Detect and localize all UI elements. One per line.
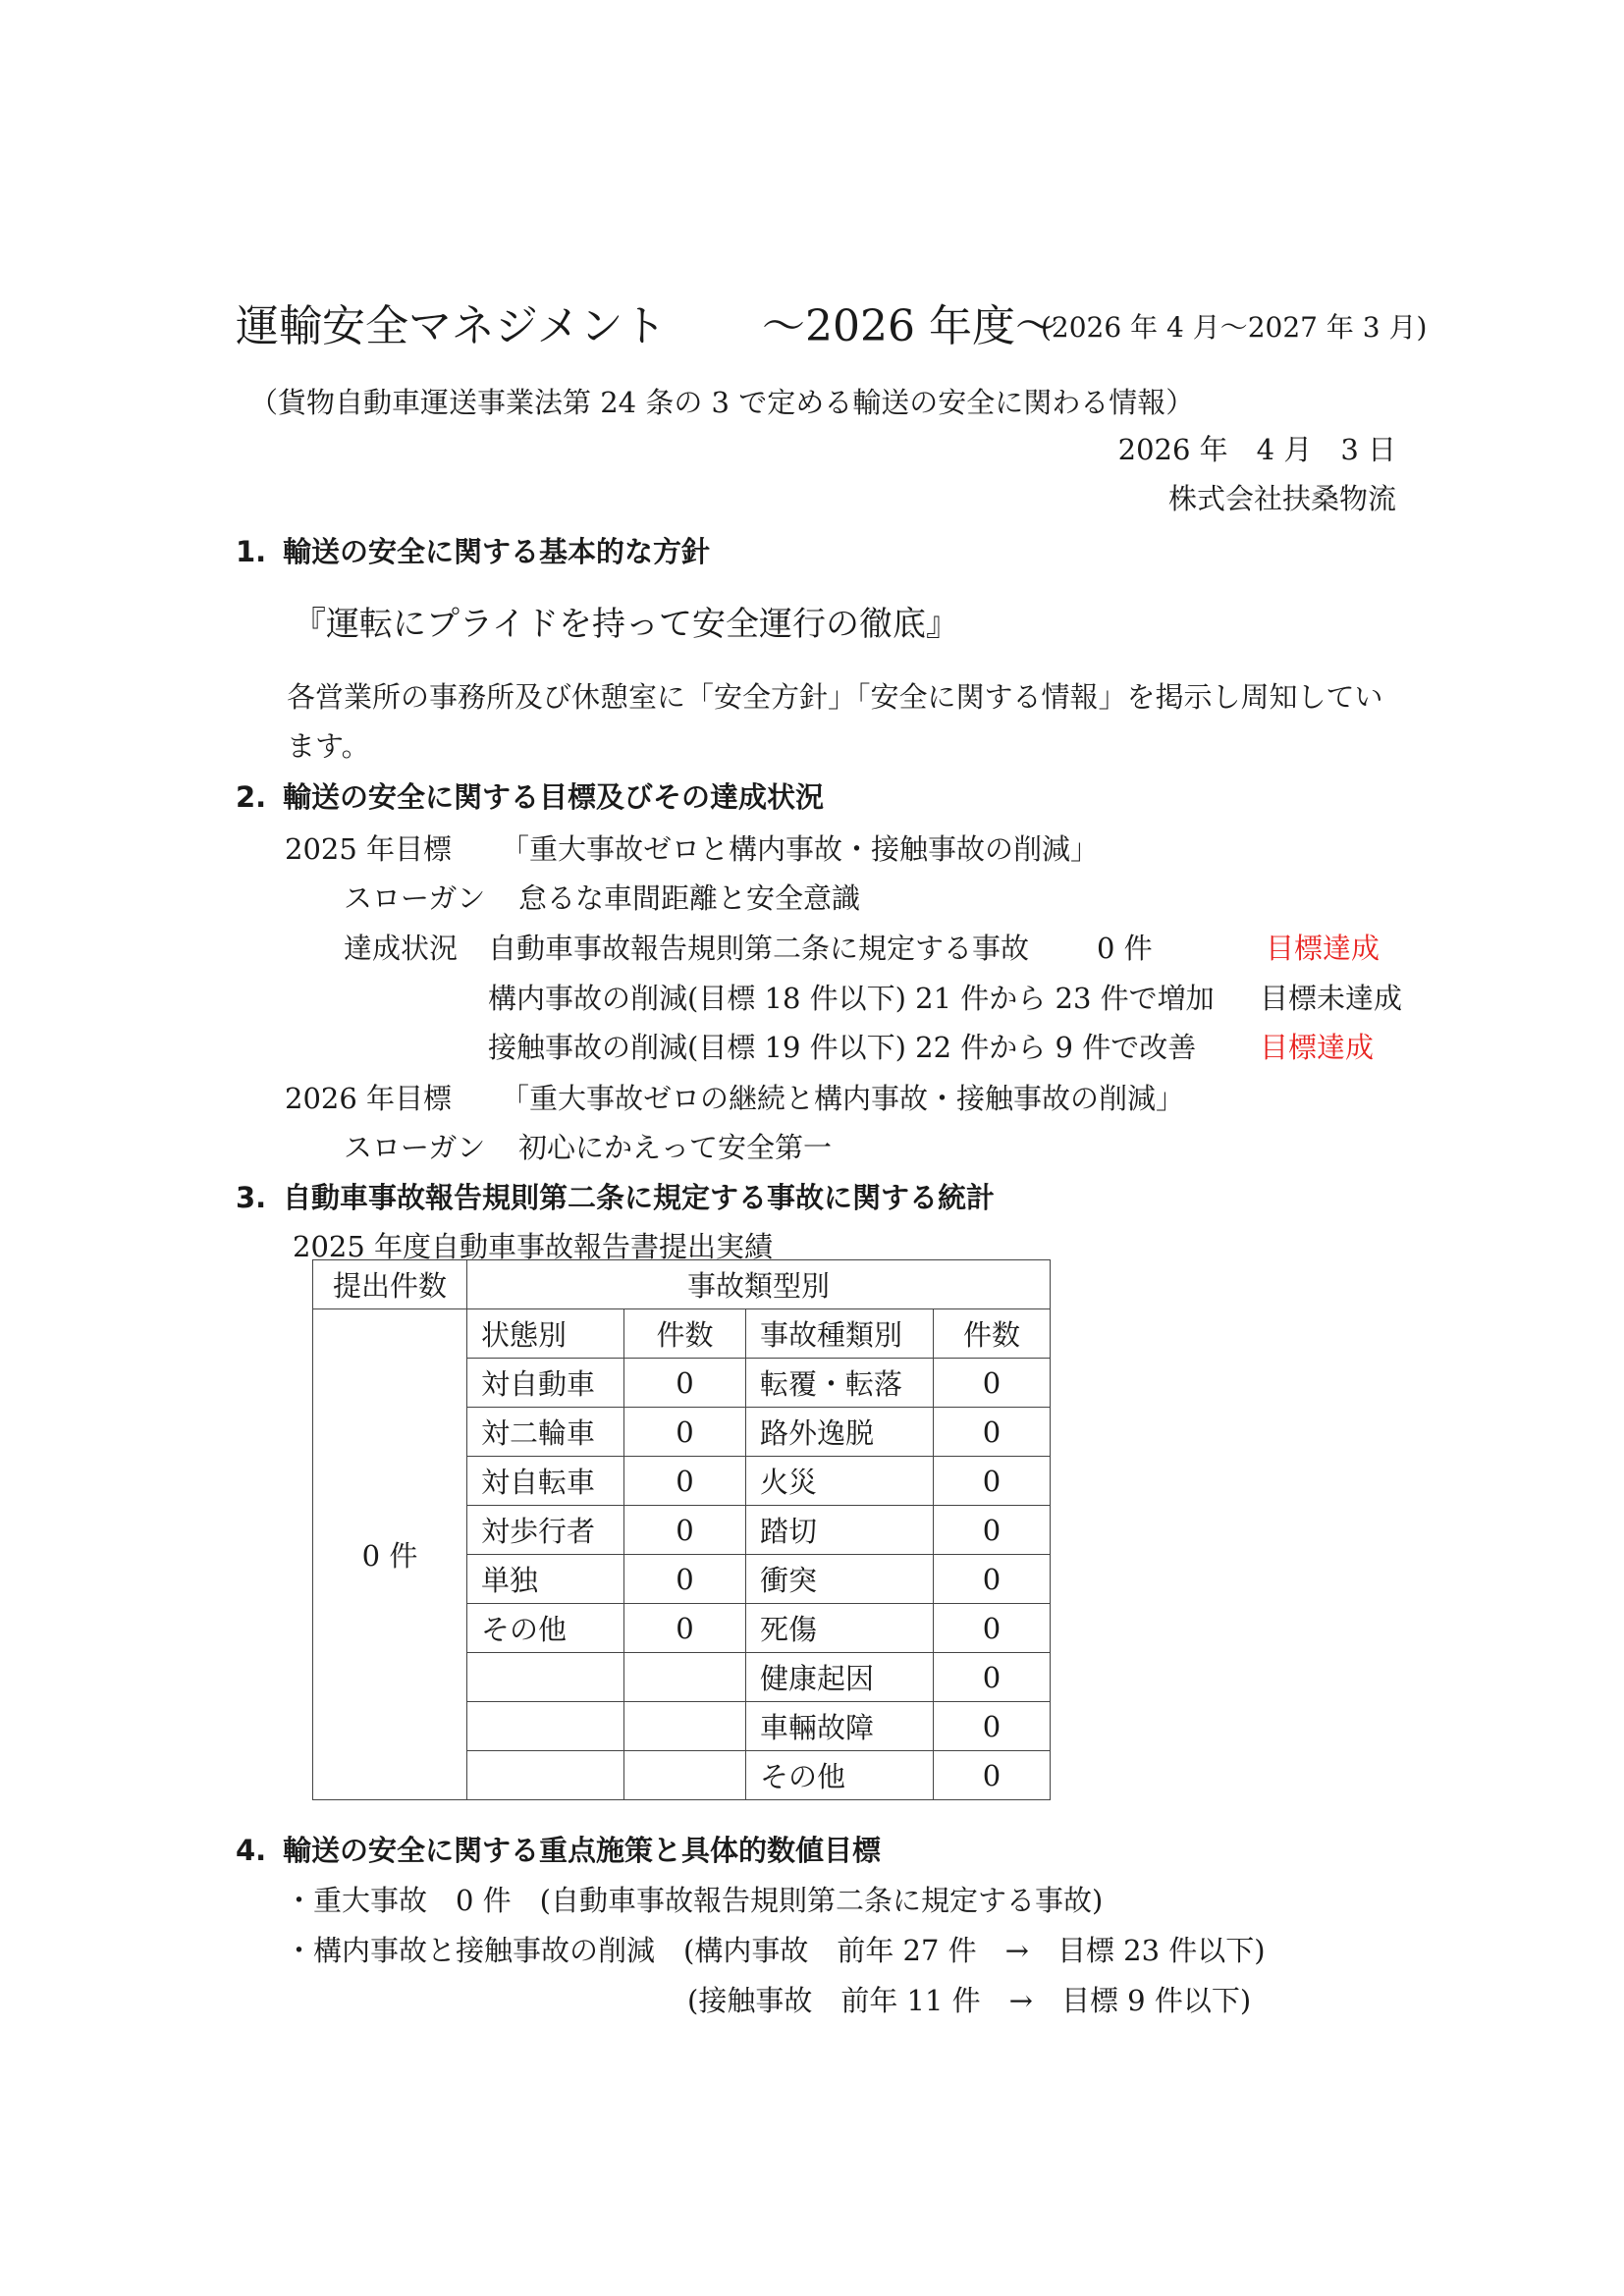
section-number: 2. <box>236 780 267 814</box>
header-by-kind: 事故種類別 <box>746 1309 934 1359</box>
table-header-row <box>313 1260 1051 1309</box>
state-count-cell: 0 <box>624 1408 746 1457</box>
header-accident-types: 事故類型別 <box>467 1260 1051 1309</box>
target-item: (接触事故 前年 11 件 → 目標 9 件以下) <box>687 1984 1252 2017</box>
kind-cell: 衝突 <box>746 1555 934 1604</box>
submitted-count-value: 0 件 <box>313 1309 467 1800</box>
kind-cell: 転覆・転落 <box>746 1359 934 1408</box>
state-count-cell: 0 <box>624 1359 746 1408</box>
state-count-cell: 0 <box>624 1457 746 1506</box>
kind-cell: 健康起因 <box>746 1653 934 1702</box>
state-count-cell: 0 <box>624 1506 746 1555</box>
slogan-label: スローガン <box>344 881 486 915</box>
section-title: 輸送の安全に関する目標及びその達成状況 <box>283 780 825 814</box>
section-title: 自動車事故報告規則第二条に規定する事故に関する統計 <box>283 1181 996 1214</box>
policy-paragraph-line: 各営業所の事務所及び休憩室に「安全方針」「安全に関する情報」を掲示し周知してい <box>287 680 1383 714</box>
state-count-cell: 0 <box>624 1555 746 1604</box>
document-title: 運輸安全マネジメント <box>236 301 667 351</box>
kind-count-cell: 0 <box>934 1506 1051 1555</box>
section-1-heading <box>236 530 710 570</box>
kind-count-cell: 0 <box>934 1359 1051 1408</box>
status-result-not-achieved: 目標未達成 <box>1260 982 1403 1015</box>
section-number: 4. <box>236 1834 267 1867</box>
kind-count-cell: 0 <box>934 1653 1051 1702</box>
kind-cell: 路外逸脱 <box>746 1408 934 1457</box>
state-cell <box>467 1702 624 1751</box>
kind-cell: その他 <box>746 1751 934 1800</box>
state-count-cell: 0 <box>624 1604 746 1653</box>
policy-paragraph-line: ます。 <box>287 729 370 763</box>
target-item: ・構内事故と接触事故の削減 (構内事故 前年 27 件 → 目標 23 件以下) <box>285 1934 1266 1967</box>
header-submitted-count: 提出件数 <box>313 1260 467 1309</box>
state-cell: 対自動車 <box>467 1359 624 1408</box>
kind-count-cell: 0 <box>934 1604 1051 1653</box>
goal-2026-text: 「重大事故ゼロの継続と構内事故・接触事故の削減」 <box>501 1082 1185 1115</box>
state-cell: 対歩行者 <box>467 1506 624 1555</box>
state-cell: 対自転車 <box>467 1457 624 1506</box>
status-result-achieved: 目標達成 <box>1266 932 1380 965</box>
kind-count-cell: 0 <box>934 1408 1051 1457</box>
table-subheader-row <box>313 1309 1051 1359</box>
slogan-label: スローガン <box>344 1131 486 1164</box>
state-cell: その他 <box>467 1604 624 1653</box>
table-caption: 2025 年度自動車事故報告書提出実績 <box>293 1230 774 1263</box>
section-2-heading <box>236 775 824 816</box>
section-title: 輸送の安全に関する重点施策と具体的数値目標 <box>283 1834 882 1867</box>
slogan-2026: 初心にかえって安全第一 <box>518 1131 833 1164</box>
state-cell: 単独 <box>467 1555 624 1604</box>
status-item-text: 構内事故の削減(目標 18 件以下) 21 件から 23 件で増加 <box>488 982 1215 1015</box>
state-count-cell <box>624 1653 746 1702</box>
state-count-cell <box>624 1751 746 1800</box>
document-subtitle: （貨物自動車運送事業法第 24 条の 3 で定める輸送の安全に関わる情報） <box>249 386 1195 419</box>
status-label: 達成状況 <box>344 932 459 965</box>
fiscal-period: (2026 年 4 月～2027 年 3 月) <box>1041 311 1428 344</box>
section-number: 1. <box>236 535 267 568</box>
state-count-cell <box>624 1702 746 1751</box>
kind-cell: 踏切 <box>746 1506 934 1555</box>
section-number: 3. <box>236 1181 267 1214</box>
publish-date: 2026 年 4 月 3 日 <box>1117 433 1396 466</box>
goal-2025-label: 2025 年目標 <box>285 832 453 866</box>
kind-cell: 車輛故障 <box>746 1702 934 1751</box>
goal-2026-label: 2026 年目標 <box>285 1082 453 1115</box>
goal-2025-text: 「重大事故ゼロと構内事故・接触事故の削減」 <box>501 832 1100 866</box>
slogan-2025: 怠るな車間距離と安全意識 <box>518 881 861 915</box>
header-by-state: 状態別 <box>467 1309 624 1359</box>
fiscal-year: ～2026 年度～ <box>762 301 1058 351</box>
section-title: 輸送の安全に関する基本的な方針 <box>283 535 711 568</box>
status-item-text: 自動車事故報告規則第二条に規定する事故 <box>488 932 1030 965</box>
section-4-heading <box>236 1829 881 1869</box>
section-3-heading <box>236 1176 995 1216</box>
kind-cell: 火災 <box>746 1457 934 1506</box>
kind-cell: 死傷 <box>746 1604 934 1653</box>
safety-policy: 『運転にプライドを持って安全運行の徹底』 <box>293 605 959 644</box>
company-name: 株式会社扶桑物流 <box>1167 482 1396 515</box>
status-item-text: 接触事故の削減(目標 19 件以下) 22 件から 9 件で改善 <box>488 1031 1197 1064</box>
kind-count-cell: 0 <box>934 1702 1051 1751</box>
header-count: 件数 <box>624 1309 746 1359</box>
header-count: 件数 <box>934 1309 1051 1359</box>
kind-count-cell: 0 <box>934 1751 1051 1800</box>
accident-statistics-table <box>312 1259 1051 1800</box>
target-item: ・重大事故 0 件 (自動車事故報告規則第二条に規定する事故) <box>285 1884 1104 1917</box>
state-cell <box>467 1653 624 1702</box>
state-cell: 対二輪車 <box>467 1408 624 1457</box>
status-item-count: 0 件 <box>1097 932 1153 965</box>
kind-count-cell: 0 <box>934 1555 1051 1604</box>
status-result-achieved: 目標達成 <box>1260 1031 1375 1064</box>
kind-count-cell: 0 <box>934 1457 1051 1506</box>
state-cell <box>467 1751 624 1800</box>
